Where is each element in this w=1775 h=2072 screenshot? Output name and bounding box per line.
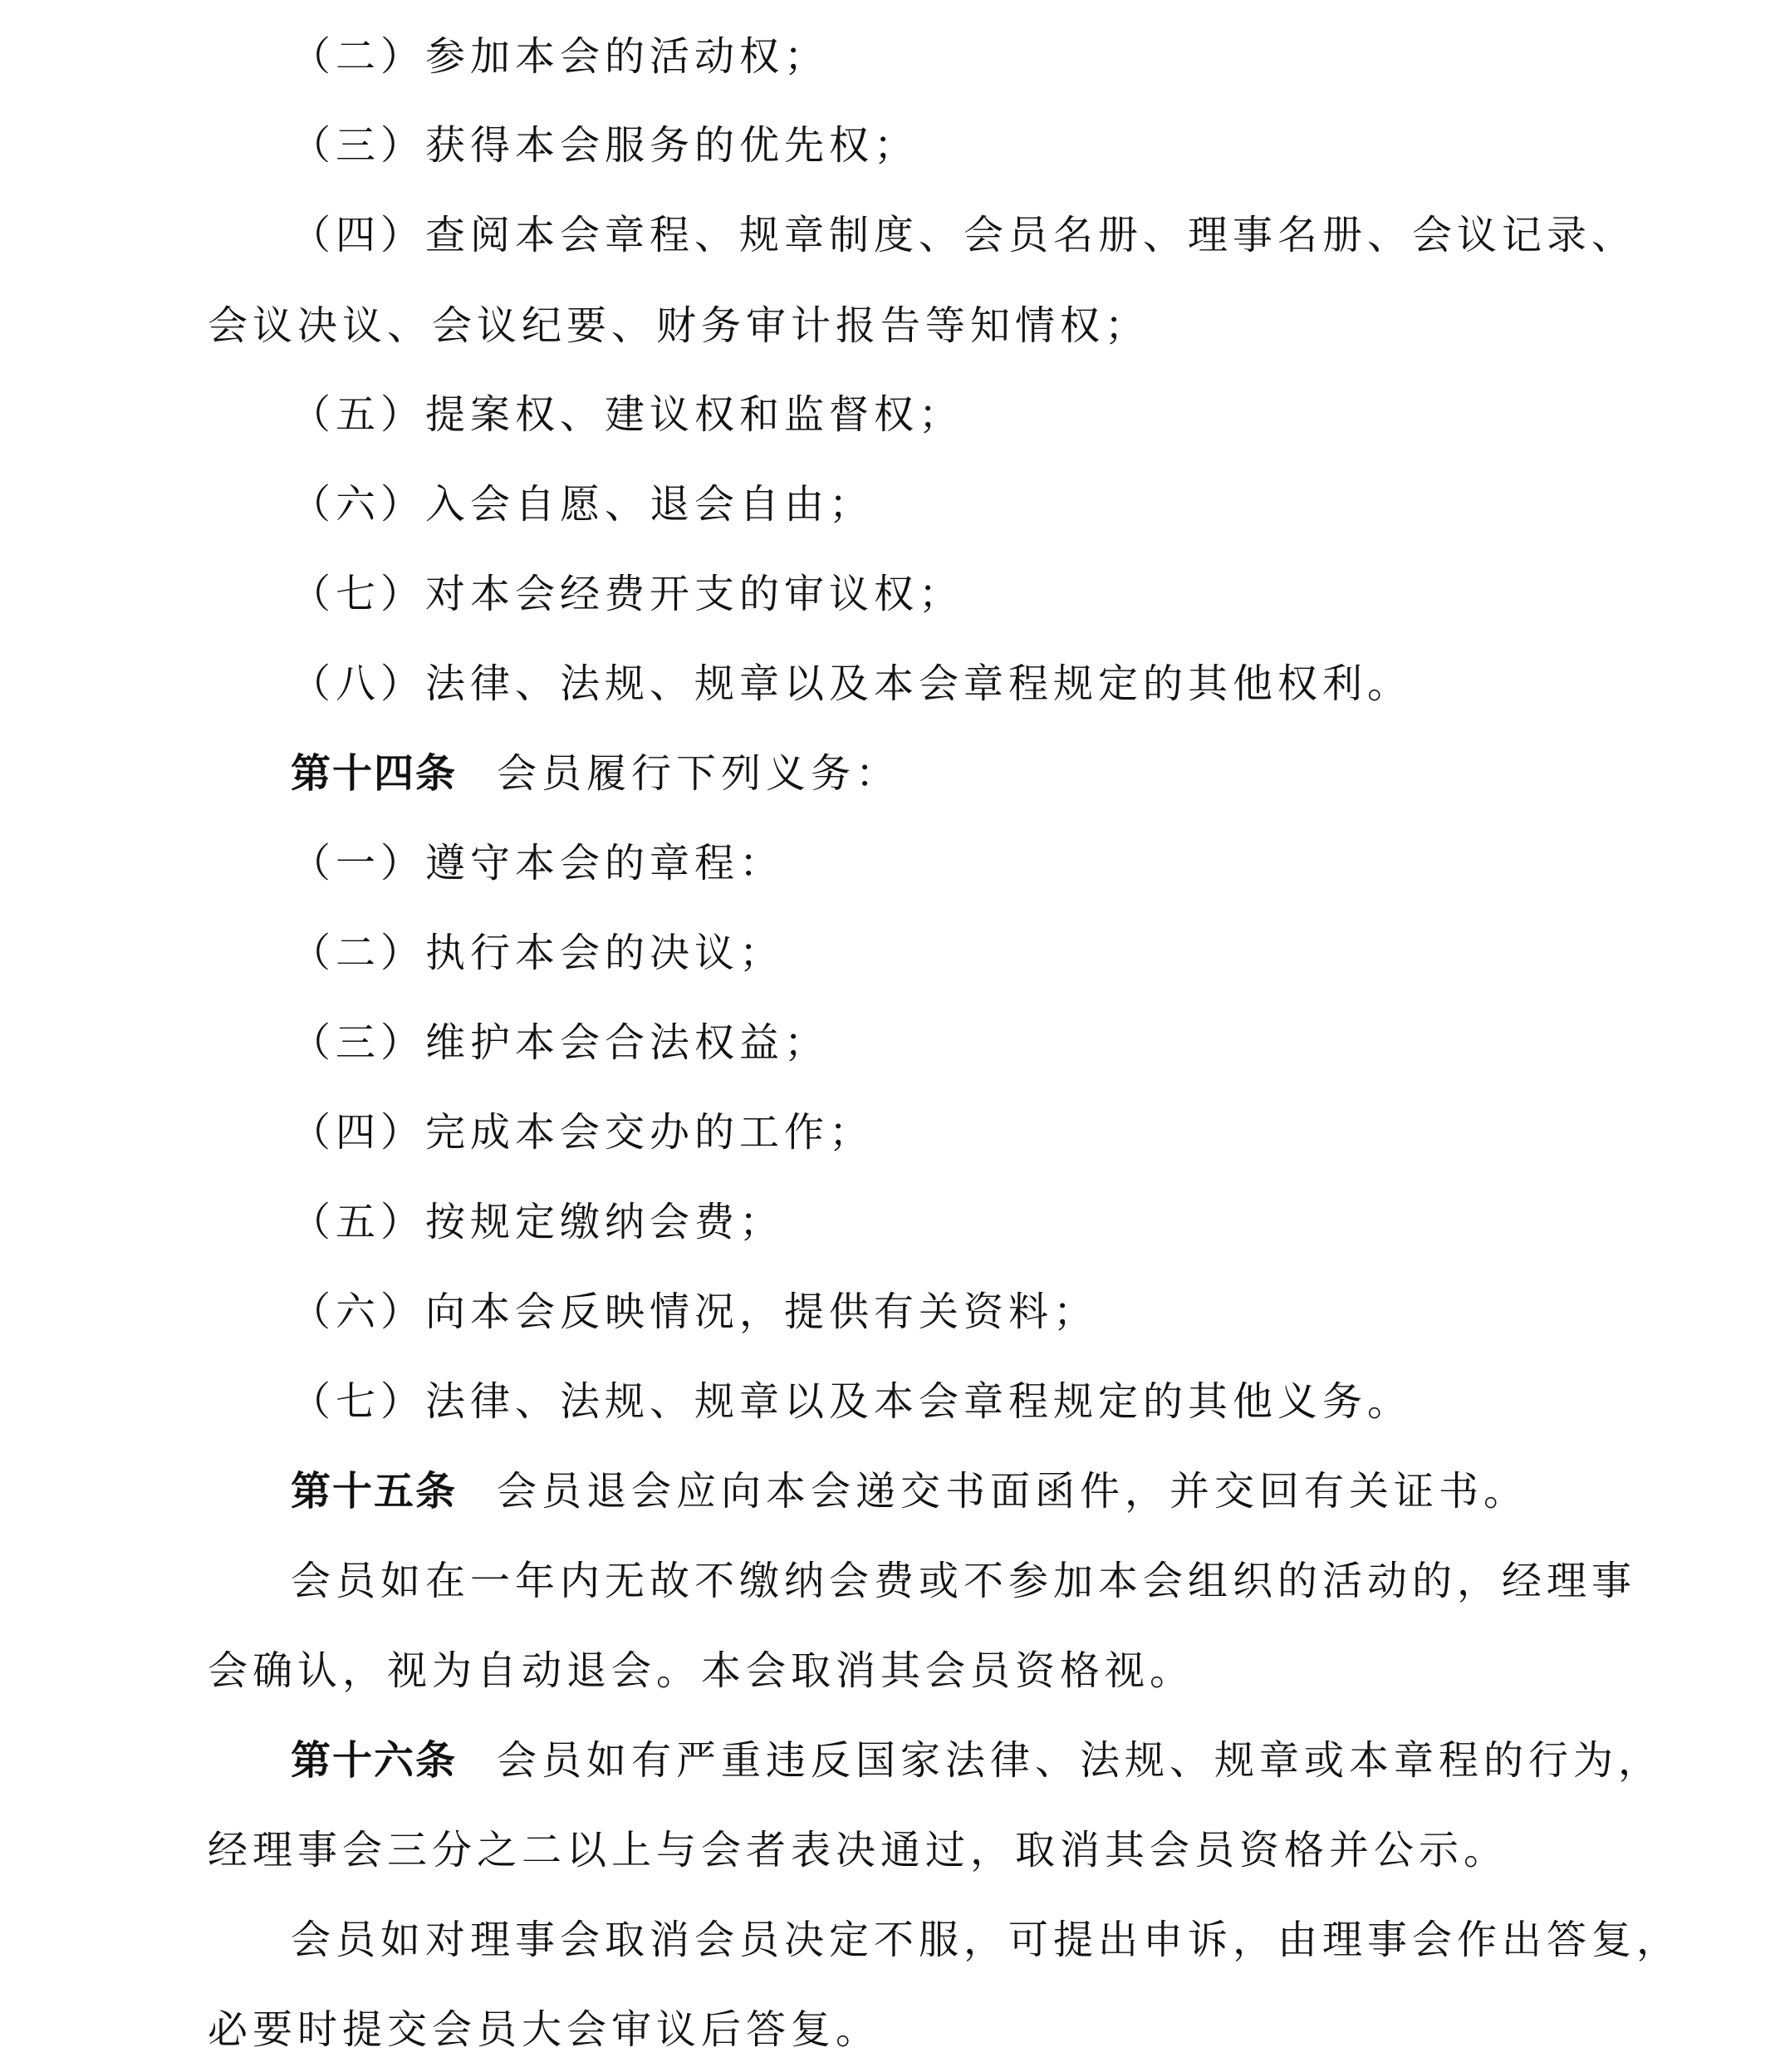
item-line: （八）法律、法规、规章以及本会章程规定的其他权利。 <box>291 660 1413 707</box>
article-text: 会员履行下列义务： <box>497 750 901 797</box>
item-line: （二）参加本会的活动权； <box>291 33 830 80</box>
continuation-line: 会议决议、会议纪要、财务审计报告等知情权； <box>208 302 1150 349</box>
continuation-line: 经理事会三分之二以上与会者表决通过，取消其会员资格并公示。 <box>208 1827 1509 1873</box>
article-15 <box>291 1466 1528 1516</box>
item-line: （六）入会自愿、退会自由； <box>291 481 875 528</box>
article-heading: 第十四条 <box>291 750 458 797</box>
article-text: 会员如有严重违反国家法律、法规、规章或本章程的行为， <box>497 1737 1664 1784</box>
paragraph-line: 会员如对理事会取消会员决定不服，可提出申诉，由理事会作出答复， <box>291 1917 1682 1963</box>
item-line: （一）遵守本会的章程： <box>291 840 785 886</box>
article-text: 会员退会应向本会递交书面函件，并交回有关证书。 <box>497 1468 1529 1515</box>
item-line: （五）按规定缴纳会费； <box>291 1199 785 1245</box>
item-line: （五）提案权、建议权和监督权； <box>291 391 964 438</box>
item-line: （三）维护本会合法权益； <box>291 1019 830 1066</box>
article-14 <box>291 749 900 798</box>
item-line: （四）完成本会交办的工作； <box>291 1109 875 1156</box>
paragraph-line: 会员如在一年内无故不缴纳会费或不参加本会组织的活动的，经理事 <box>291 1558 1637 1604</box>
continuation-line: 必要时提交会员大会审议后答复。 <box>208 2006 881 2053</box>
item-line: （七）对本会经费开支的审议权； <box>291 571 964 617</box>
article-heading: 第十六条 <box>291 1737 458 1784</box>
continuation-line: 会确认，视为自动退会。本会取消其会员资格视。 <box>208 1647 1195 1694</box>
article-16 <box>291 1736 1663 1785</box>
item-line: （三）获得本会服务的优先权； <box>291 122 919 169</box>
item-line: （四）查阅本会章程、规章制度、会员名册、理事名册、会议记录、 <box>291 212 1637 258</box>
article-heading: 第十五条 <box>291 1468 458 1515</box>
item-line: （六）向本会反映情况，提供有关资料； <box>291 1289 1099 1335</box>
item-line: （二）执行本会的决议； <box>291 930 785 976</box>
item-line: （七）法律、法规、规章以及本会章程规定的其他义务。 <box>291 1378 1413 1425</box>
